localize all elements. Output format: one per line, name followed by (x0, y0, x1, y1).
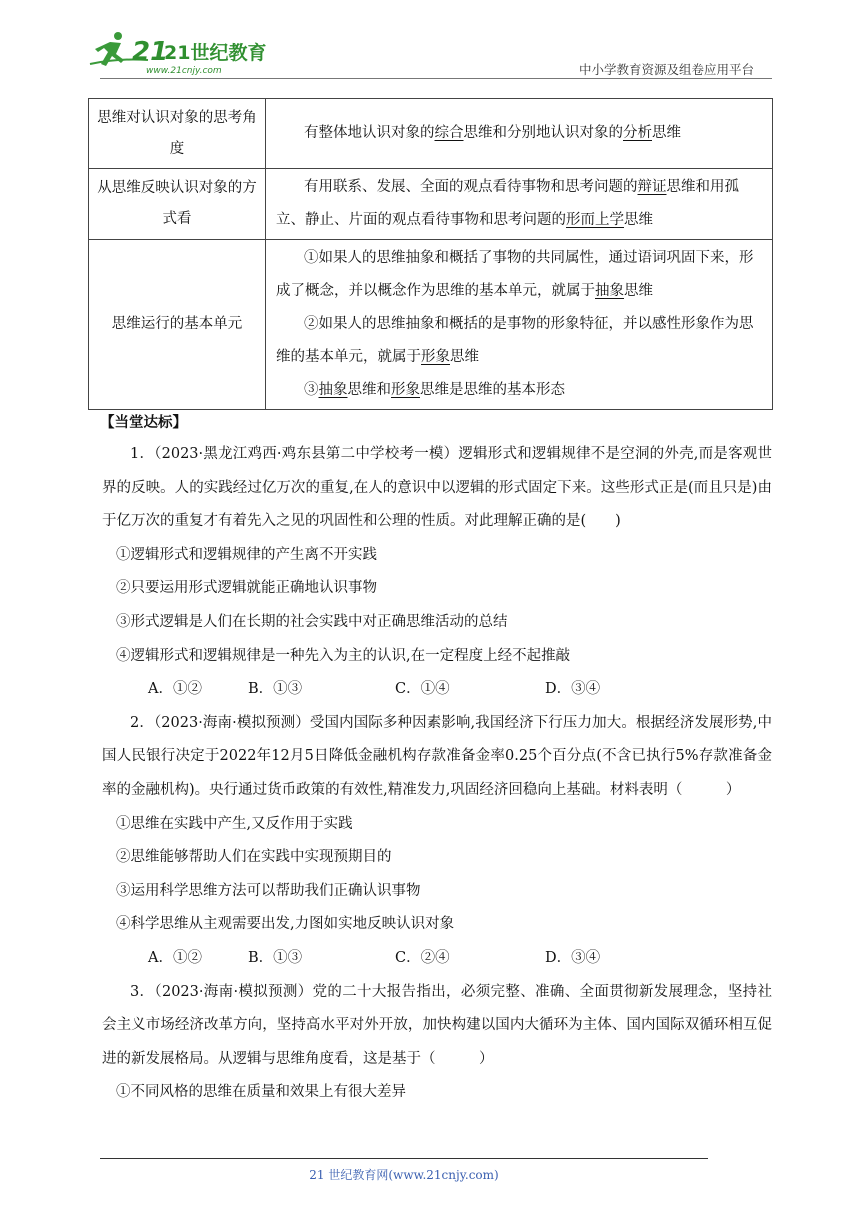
answer-choices (102, 673, 772, 707)
text-segment: 思维 (624, 283, 653, 299)
thinking-table (88, 98, 773, 410)
answer-keyword: 形而上学 (566, 212, 624, 228)
choice-b[interactable]: B．①③ (248, 681, 303, 698)
choice-c[interactable]: C．①④ (395, 681, 450, 698)
text-segment: 思维 (624, 212, 653, 228)
choice-d[interactable]: D．③④ (545, 949, 601, 966)
table-row (89, 169, 773, 240)
row-text (276, 171, 764, 237)
choice-a[interactable]: A．①② (148, 949, 202, 966)
row-paragraph (276, 374, 764, 407)
row-text (276, 117, 764, 150)
choice-d[interactable]: D．③④ (545, 681, 601, 698)
choice-c[interactable]: C．②④ (395, 949, 450, 966)
runner-logo-icon (88, 30, 268, 76)
table-row-label: 思维运行的基本单元 (89, 240, 266, 410)
answer-keyword: 形象 (421, 349, 450, 365)
answer-keyword: 分析 (623, 125, 652, 141)
table-row (89, 99, 773, 169)
table-row-label: 从思维反映认识对象的方式看 (89, 169, 266, 240)
statement-option: ④科学思维从主观需要出发,力图如实地反映认识对象 (116, 916, 455, 933)
exercise-section (102, 408, 772, 1110)
question-stem: 1．（2023·黑龙江鸡西·鸡东县第二中学校考一模）逻辑形式和逻辑规律不是空洞的外壳,而是客观世界的反映。人的实践经过亿万次的重复,在人的意识中以逻辑的形式固定下来。这些形式正是(而且只是)由于亿万次的重复才有着先入之见的巩固性和公理的性质。对此理解正确的是( ) (102, 446, 772, 530)
section-title: 【当堂达标】 (100, 414, 187, 431)
answer-keyword: 形象 (391, 382, 420, 398)
table-row-label: 思维对认识对象的思考角度 (89, 99, 266, 169)
text-segment: 思维 (652, 125, 681, 141)
answer-keyword: 抽象 (595, 283, 624, 299)
platform-name: 中小学教育资源及组卷应用平台 (578, 62, 754, 77)
answer-keyword: 抽象 (318, 382, 348, 398)
text-segment: 思维 (450, 349, 479, 365)
text-segment: 思维是思维的基本形态 (420, 382, 565, 398)
page-footer: 21 世纪教育网(www.21cnjy.com) (309, 1168, 499, 1182)
answer-keyword: 综合 (434, 125, 464, 141)
text-segment: 思维和用孤立、静止、片面的观点看待事物和思考问题的 (276, 179, 739, 228)
statement-option: ①思维在实践中产生,又反作用于实践 (116, 815, 353, 832)
table-row (89, 240, 773, 410)
choice-a[interactable]: A．①② (148, 681, 202, 698)
answer-keyword: 辩证 (637, 179, 667, 195)
page-header (88, 30, 772, 78)
statement-option: ①不同风格的思维在质量和效果上有很大差异 (116, 1084, 406, 1101)
row-paragraph (276, 242, 764, 308)
svg-text:21世纪教育: 21世纪教育 (164, 42, 267, 64)
choice-b[interactable]: B．①③ (248, 949, 303, 966)
svg-text:21: 21 (132, 37, 169, 67)
text-segment: ③ (304, 382, 319, 398)
row-paragraph (276, 308, 764, 374)
text-segment: 有用联系、发展、全面的观点看待事物和思考问题的 (304, 179, 638, 195)
text-segment: 有整体地认识对象的 (304, 125, 435, 141)
text-segment: 思维和 (347, 382, 391, 398)
statement-option: ③形式逻辑是人们在长期的社会实践中对正确思维活动的总结 (116, 613, 508, 630)
statement-option: ②只要运用形式逻辑就能正确地认识事物 (116, 580, 377, 597)
svg-text:www.21cnjy.com: www.21cnjy.com (146, 66, 222, 76)
table-row-content (266, 169, 773, 240)
table-row-content (266, 240, 773, 410)
table-row-content (266, 99, 773, 169)
text-segment: ①如果人的思维抽象和概括了事物的共同属性，通过语词巩固下来，形成了概念，并以概念作为思维的基本单元，就属于 (276, 250, 754, 299)
statement-option: ①逻辑形式和逻辑规律的产生离不开实践 (116, 546, 377, 563)
answer-choices (102, 942, 772, 976)
question-stem: 2．（2023·海南·模拟预测）受国内国际多种因素影响,我国经济下行压力加大。根据经济发展形势,中国人民银行决定于2022年12月5日降低金融机构存款准备金率0.25个百分点(不含已执行5%存款准备金率的金融机构)。央行通过货币政策的有效性,精准发力,巩固经济回稳向上基础。材料表明（ ） (102, 714, 772, 798)
question-stem: 3．（2023·海南·模拟预测）党的二十大报告指出，必须完整、准确、全面贯彻新发展理念，坚持社会主义市场经济改革方向，坚持高水平对外开放，加快构建以国内大循环为主体、国内国际双循环相互促进的新发展格局。从逻辑与思维角度看，这是基于（ ） (102, 983, 772, 1067)
text-segment: 思维和分别地认识对象的 (463, 125, 623, 141)
text-segment: ②如果人的思维抽象和概括的是事物的形象特征，并以感性形象作为思维的基本单元，就属于 (276, 316, 754, 365)
header-divider (100, 78, 772, 79)
statement-option: ②思维能够帮助人们在实践中实现预期目的 (116, 849, 392, 866)
statement-option: ④逻辑形式和逻辑规律是一种先入为主的认识,在一定程度上经不起推敲 (116, 647, 571, 664)
logo (88, 30, 268, 76)
footer-divider (100, 1158, 708, 1159)
statement-option: ③运用科学思维方法可以帮助我们正确认识事物 (116, 882, 421, 899)
